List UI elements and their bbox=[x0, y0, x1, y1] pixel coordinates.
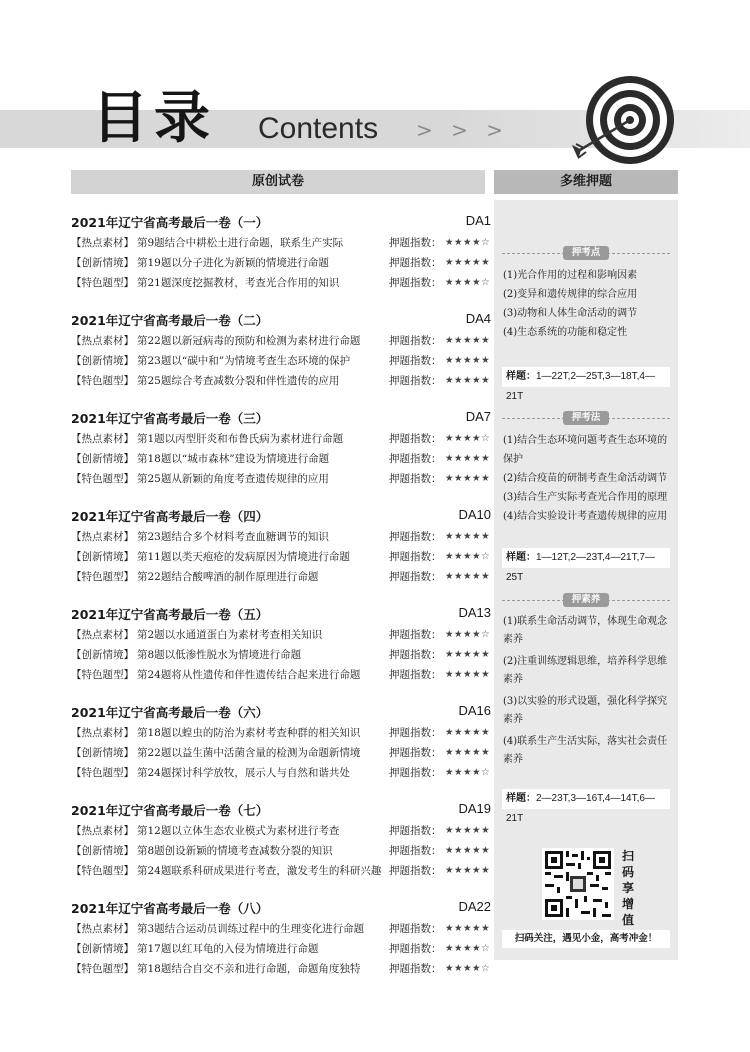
list-item: 【热点素材】 第3题结合运动员训练过程中的生理变化进行命题 押题指数： ★★★★★ bbox=[71, 919, 491, 939]
section-page-code: DA10 bbox=[458, 507, 491, 522]
qr-caption: 扫码享增值 bbox=[622, 849, 635, 927]
list-item: 【热点素材】 第9题结合中耕松土进行命题，联系生产实际 押题指数： ★★★★☆ bbox=[71, 233, 491, 253]
group-label-suyang: 押素养 bbox=[563, 593, 609, 607]
list-item: 【特色题型】 第22题结合酸啤酒的制作原理进行命题 押题指数： ★★★★★ bbox=[71, 567, 491, 587]
section-title: 2021年辽宁省高考最后一卷（八） bbox=[71, 901, 269, 916]
rating-stars: ★★★★★ bbox=[445, 845, 491, 856]
list-item: (3)结合生产实际考查光合作用的原理 bbox=[503, 492, 668, 503]
list-item: (4)联系生产生活实际，落实社会责任素养 bbox=[503, 736, 668, 765]
arrow-decoration: > > > bbox=[416, 118, 509, 142]
section-title: 2021年辽宁省高考最后一卷（二） bbox=[71, 313, 269, 328]
list-item: (4)生态系统的功能和稳定性 bbox=[503, 327, 628, 338]
list-item: (1)光合作用的过程和影响因素 bbox=[503, 270, 638, 281]
list-item: 【创新情境】 第17题以红耳龟的入侵为情境进行命题 押题指数： ★★★★☆ bbox=[71, 939, 491, 959]
rating-stars: ★★★★★ bbox=[445, 727, 491, 738]
list-item: 【热点素材】 第12题以立体生态农业模式为素材进行考查 押题指数： ★★★★★ bbox=[71, 821, 491, 841]
list-item: (2)注重训练逻辑思维，培养科学思维素养 bbox=[503, 656, 668, 685]
sample-questions-1: 样题：1—22T,2—25T,3—18T,4—21T bbox=[502, 367, 670, 387]
section-title: 2021年辽宁省高考最后一卷（三） bbox=[71, 411, 269, 426]
rating-stars: ★★★★☆ bbox=[445, 277, 491, 288]
rating-stars: ★★★★★ bbox=[445, 473, 491, 484]
section-page-code: DA22 bbox=[458, 899, 491, 914]
rating-stars: ★★★★★ bbox=[445, 257, 491, 268]
suyang-list bbox=[503, 613, 673, 769]
rating-stars: ★★★★★ bbox=[445, 825, 491, 836]
rating-stars: ★★★★★ bbox=[445, 747, 491, 758]
list-item: 【创新情境】 第8题创设新颖的情境考查减数分裂的知识 押题指数： ★★★★★ bbox=[71, 841, 491, 861]
list-item: 【创新情境】 第18题以“城市森林”建设为情境进行命题 押题指数： ★★★★★ bbox=[71, 449, 491, 469]
paper-section-2[interactable] bbox=[71, 311, 491, 391]
rating-stars: ★★★★☆ bbox=[445, 767, 491, 778]
list-item: 【热点素材】 第1题以丙型肝炎和布鲁氏病为素材进行命题 押题指数： ★★★★☆ bbox=[71, 429, 491, 449]
paper-section-7[interactable] bbox=[71, 801, 491, 881]
list-item: (1)结合生态环境问题考查生态环境的保护 bbox=[503, 435, 668, 465]
paper-section-1[interactable] bbox=[71, 213, 491, 293]
section-page-code: DA7 bbox=[465, 409, 491, 424]
list-item: (2)结合疫苗的研制考查生命活动调节 bbox=[503, 473, 668, 484]
list-item: 【创新情境】 第8题以低渗性脱水为情境进行命题 押题指数： ★★★★★ bbox=[71, 645, 491, 665]
section-page-code: DA13 bbox=[458, 605, 491, 620]
rating-stars: ★★★★☆ bbox=[445, 963, 491, 974]
list-item: 【创新情境】 第11题以类天疱疮的发病原因为情境进行命题 押题指数： ★★★★☆ bbox=[71, 547, 491, 567]
rating-stars: ★★★★★ bbox=[445, 571, 491, 582]
rating-stars: ★★★★★ bbox=[445, 355, 491, 366]
list-item: 【创新情境】 第22题以益生菌中活菌含量的检测为命题新情境 押题指数： ★★★★★ bbox=[71, 743, 491, 763]
list-item: 【特色题型】 第18题结合自交不亲和进行命题，命题角度独特 押题指数： ★★★★☆ bbox=[71, 959, 491, 979]
list-item: (2)变异和遗传规律的综合应用 bbox=[503, 289, 638, 300]
rating-stars: ★★★★★ bbox=[445, 335, 491, 346]
rating-stars: ★★★★★ bbox=[445, 453, 491, 464]
section-title: 2021年辽宁省高考最后一卷（六） bbox=[71, 705, 269, 720]
paper-section-5[interactable] bbox=[71, 605, 491, 685]
section-title: 2021年辽宁省高考最后一卷（五） bbox=[71, 607, 269, 622]
rating-stars: ★★★★☆ bbox=[445, 943, 491, 954]
rating-stars: ★★★★★ bbox=[445, 375, 491, 386]
list-item: (1)联系生命活动调节，体现生命观念素养 bbox=[503, 616, 668, 645]
list-item: 【创新情境】 第19题以分子进化为新颖的情境进行命题 押题指数： ★★★★★ bbox=[71, 253, 491, 273]
sample-questions-3: 样题：2—23T,3—16T,4—14T,6—21T bbox=[502, 789, 670, 809]
list-item: 【热点素材】 第22题以新冠病毒的预防和检测为素材进行命题 押题指数： ★★★★★ bbox=[71, 331, 491, 351]
list-item: 【特色题型】 第24题联系科研成果进行考查，激发考生的科研兴趣 押题指数： ★★★★★ bbox=[71, 861, 491, 881]
list-item: 【特色题型】 第24题探讨科学放牧，展示人与自然和谐共处 押题指数： ★★★★☆ bbox=[71, 763, 491, 783]
list-item: 【特色题型】 第25题综合考查减数分裂和伴性遗传的应用 押题指数： ★★★★★ bbox=[71, 371, 491, 391]
section-title: 2021年辽宁省高考最后一卷（四） bbox=[71, 509, 269, 524]
paper-section-6[interactable] bbox=[71, 703, 491, 783]
section-page-code: DA19 bbox=[458, 801, 491, 816]
list-item: 【热点素材】 第18题以蝗虫的防治为素材考查种群的相关知识 押题指数： ★★★★★ bbox=[71, 723, 491, 743]
list-item: 【热点素材】 第23题结合多个材料考查血糖调节的知识 押题指数： ★★★★★ bbox=[71, 527, 491, 547]
list-item: (4)结合实验设计考查遗传规律的应用 bbox=[503, 511, 668, 522]
kaodian-list bbox=[503, 266, 673, 342]
page-title: 目录 bbox=[92, 86, 216, 151]
multi-prediction-header: 多维押题 bbox=[494, 170, 678, 194]
sample-questions-2: 样题：1—12T,2—23T,4—21T,7—25T bbox=[502, 548, 670, 568]
target-icon bbox=[572, 70, 682, 180]
rating-stars: ★★★★☆ bbox=[445, 433, 491, 444]
list-item: 【创新情境】 第23题以“碳中和”为情境考查生态环境的保护 押题指数： ★★★★★ bbox=[71, 351, 491, 371]
paper-section-4[interactable] bbox=[71, 507, 491, 587]
rating-stars: ★★★★★ bbox=[445, 669, 491, 680]
qr-code-icon[interactable] bbox=[542, 848, 614, 920]
original-papers-header: 原创试卷 bbox=[71, 170, 485, 194]
rating-stars: ★★★★★ bbox=[445, 865, 491, 876]
rating-stars: ★★★★☆ bbox=[445, 551, 491, 562]
section-title: 2021年辽宁省高考最后一卷（一） bbox=[71, 215, 269, 230]
list-item: (3)动物和人体生命活动的调节 bbox=[503, 308, 638, 319]
section-title: 2021年辽宁省高考最后一卷（七） bbox=[71, 803, 269, 818]
rating-stars: ★★★★★ bbox=[445, 923, 491, 934]
rating-stars: ★★★★☆ bbox=[445, 237, 491, 248]
section-page-code: DA16 bbox=[458, 703, 491, 718]
list-item: (3)以实验的形式设题，强化科学探究素养 bbox=[503, 696, 668, 725]
rating-stars: ★★★★☆ bbox=[445, 629, 491, 640]
list-item: 【特色题型】 第24题将从性遗传和伴性遗传结合起来进行命题 押题指数： ★★★★★ bbox=[71, 665, 491, 685]
paper-section-8[interactable] bbox=[71, 899, 491, 979]
group-label-kaofa: 押考法 bbox=[563, 411, 609, 425]
group-label-kaodian: 押考点 bbox=[563, 246, 609, 260]
scan-note: 扫码关注，遇见小金，高考冲金！ bbox=[502, 930, 670, 948]
list-item: 【特色题型】 第21题深度挖掘教材，考查光合作用的知识 押题指数： ★★★★☆ bbox=[71, 273, 491, 293]
section-page-code: DA4 bbox=[465, 311, 491, 326]
list-item: 【特色题型】 第25题从新颖的角度考查遗传规律的应用 押题指数： ★★★★★ bbox=[71, 469, 491, 489]
paper-section-3[interactable] bbox=[71, 409, 491, 489]
section-page-code: DA1 bbox=[465, 213, 491, 228]
rating-stars: ★★★★★ bbox=[445, 649, 491, 660]
page-subtitle: Contents bbox=[258, 112, 379, 145]
list-item: 【热点素材】 第2题以水通道蛋白为素材考查相关知识 押题指数： ★★★★☆ bbox=[71, 625, 491, 645]
rating-stars: ★★★★★ bbox=[445, 531, 491, 542]
kaofa-list bbox=[503, 431, 673, 526]
